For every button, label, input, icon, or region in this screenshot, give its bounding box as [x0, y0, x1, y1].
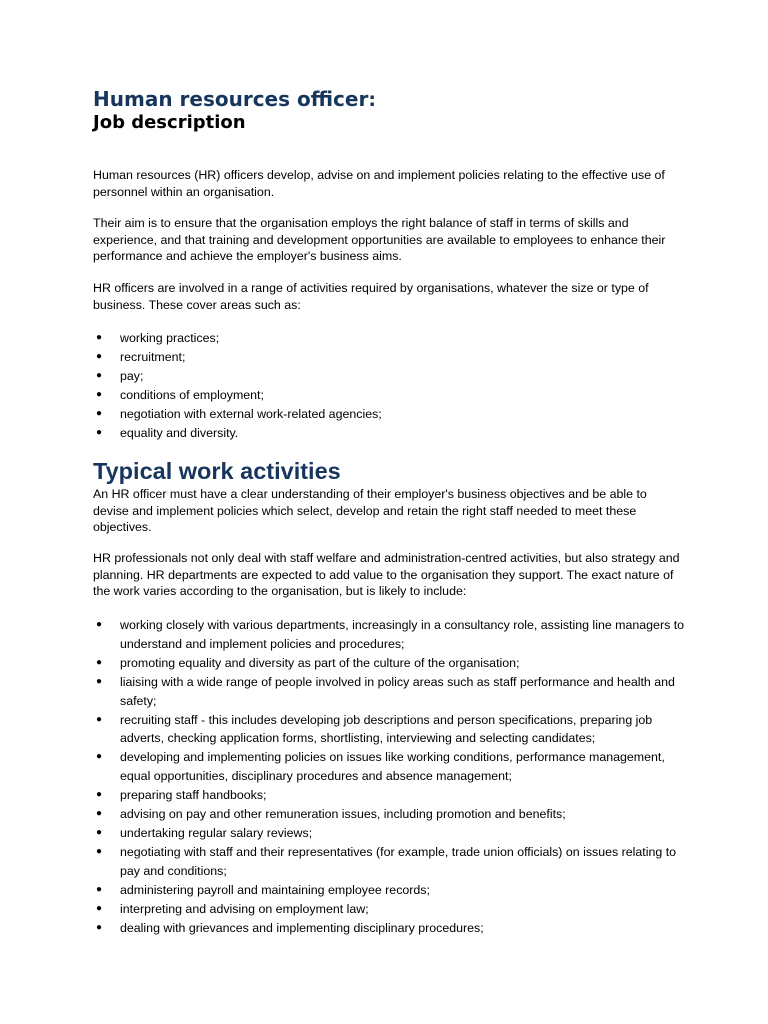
list-item [93, 405, 693, 424]
intro-paragraph-3: HR officers are involved in a range of activities required by organisations, whatever the size or type of business. These cover areas such as: [93, 281, 649, 312]
list-item [93, 824, 693, 843]
list-item-text: promoting equality and diversity as part of the culture of the organisation; [120, 655, 520, 670]
bullet-icon: ● [96, 675, 103, 687]
bullet-icon: ● [96, 789, 103, 801]
bullet-icon: ● [96, 902, 103, 914]
list-item-text: working closely with various departments, increasingly in a consultancy role, assisting line managers to understand and implement policies and procedures; [120, 618, 685, 651]
bullet-icon: ● [96, 332, 103, 343]
list-item-text: interpreting and advising on employment law; [120, 901, 369, 916]
intro-paragraph-2: Their aim is to ensure that the organisation employs the right balance of staff in terms of skills and experience, and that training and development opportunities are available to employees to enhance their performance and achieve the employer's business aims. [93, 216, 666, 263]
document-subtitle: Job description [93, 112, 246, 133]
list-item-text: equality and diversity. [120, 425, 239, 440]
list-item-text: pay; [120, 368, 144, 383]
bullet-icon: ● [96, 808, 103, 820]
list-item-text: liaising with a wide range of people involved in policy areas such as staff performance and health and safety; [120, 674, 675, 708]
document-title [93, 86, 376, 113]
list-item [93, 329, 693, 348]
bullet-icon: ● [96, 388, 103, 400]
list-item-text: negotiating with staff and their representatives (for example, trade union officials) on issues relating to pay and conditions; [120, 844, 677, 878]
list-item [93, 711, 693, 749]
list-item-text: dealing with grievances and implementing disciplinary procedures; [120, 920, 484, 935]
list-item [93, 367, 693, 386]
list-item [93, 386, 693, 405]
bullet-icon: ● [96, 713, 103, 725]
list-item-text: undertaking regular salary reviews; [120, 825, 313, 840]
list-item [93, 348, 693, 367]
list-item [93, 654, 693, 673]
bullet-icon: ● [96, 619, 103, 630]
list-item [93, 919, 693, 938]
list-item-text: preparing staff handbooks; [120, 788, 267, 803]
list-item [93, 881, 693, 900]
section-paragraph-1: An HR officer must have a clear understanding of their employer's business objectives and be able to devise and implement policies which select, develop and retain the right staff needed to meet these objectives. [93, 487, 647, 534]
title-main: Human resources officer [93, 87, 369, 111]
areas-list [93, 329, 693, 442]
list-item [93, 424, 693, 443]
bullet-icon: ● [96, 426, 103, 438]
list-item [93, 805, 693, 824]
list-item-text: administering payroll and maintaining employee records; [120, 882, 430, 897]
bullet-icon: ● [96, 407, 103, 419]
list-item-text: advising on pay and other remuneration issues, including promotion and benefits; [120, 807, 566, 822]
bullet-icon: ● [96, 369, 103, 381]
list-item [93, 786, 693, 805]
list-item-text: developing and implementing policies on issues like working conditions, performance management, equal opportunities, disciplinary procedures and absence management; [120, 750, 665, 784]
bullet-icon: ● [96, 921, 103, 933]
bullet-icon: ● [96, 845, 103, 857]
bullet-icon: ● [96, 751, 103, 763]
list-item-text: working practices; [120, 331, 220, 345]
list-item [93, 900, 693, 919]
list-item-text: recruiting staff - this includes developing job descriptions and person specifications, preparing job adverts, checking application forms, shortlisting, interviewing and selecting candidates; [120, 712, 653, 746]
list-item [93, 748, 693, 786]
intro-paragraph-1: Human resources (HR) officers develop, advise on and implement policies relating to the effective use of personnel within an organisation. [93, 168, 665, 199]
list-item [93, 843, 693, 881]
list-item-text: recruitment; [120, 349, 186, 364]
bullet-icon: ● [96, 883, 103, 895]
list-item-text: conditions of employment; [120, 387, 264, 402]
list-item [93, 673, 693, 711]
list-item-text: negotiation with external work-related agencies; [120, 406, 382, 421]
bullet-icon: ● [96, 350, 103, 362]
activities-list [93, 616, 693, 937]
section-paragraph-2: HR professionals not only deal with staff welfare and administration-centred activities, but also strategy and planning. HR departments are expected to add value to the organisation they support. The exact nature of the work varies according to the organisation, but is likely to include: [93, 551, 680, 598]
bullet-icon: ● [96, 826, 103, 838]
bullet-icon: ● [96, 656, 103, 668]
title-colon: : [368, 89, 376, 111]
list-item [93, 616, 693, 654]
section-heading: Typical work activities [93, 458, 341, 484]
